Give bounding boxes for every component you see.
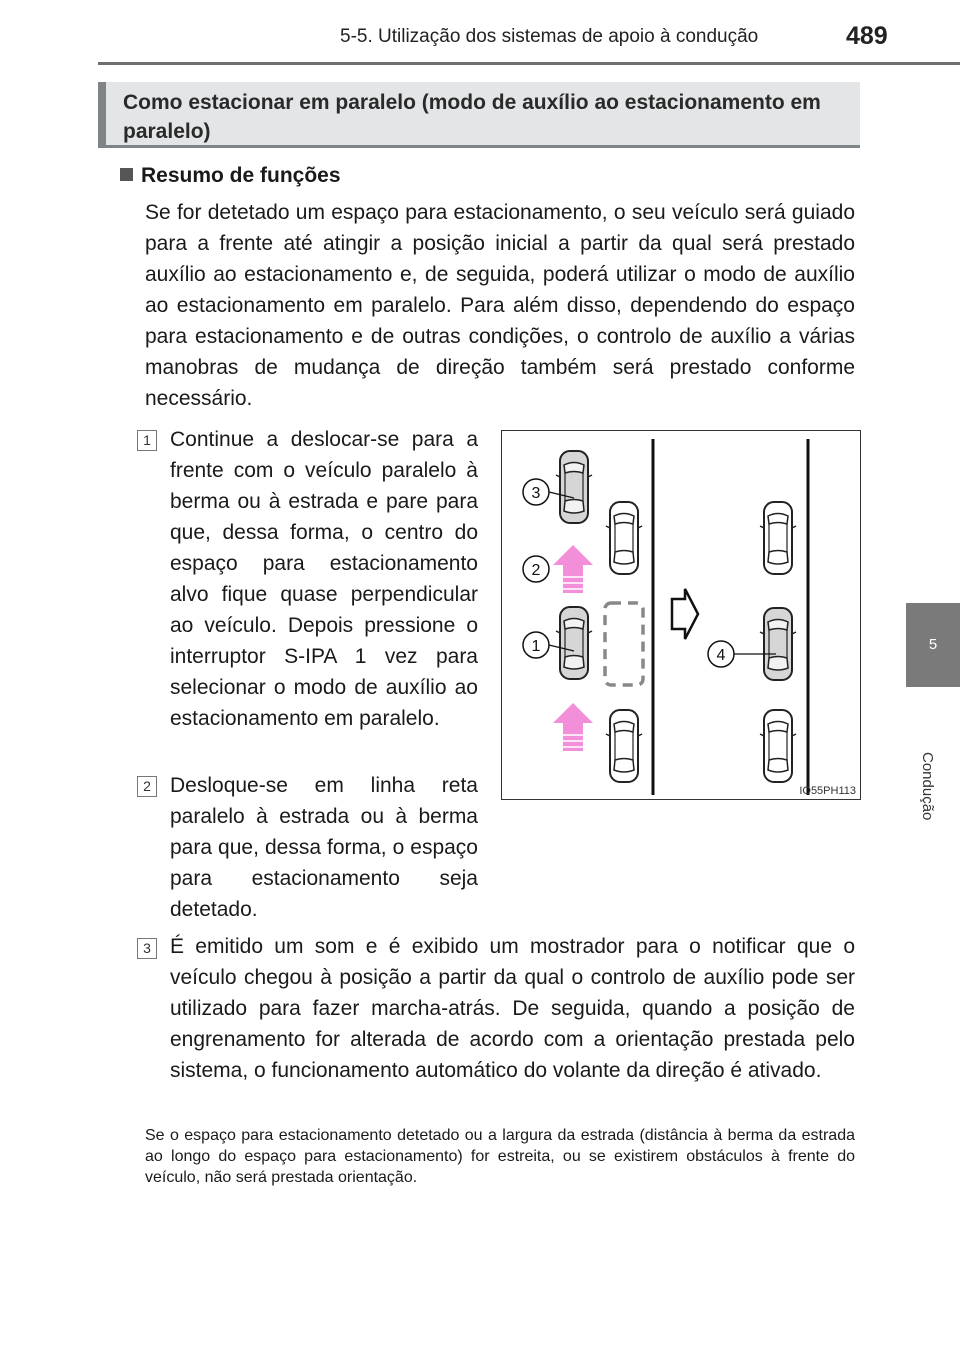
parking-diagram [501,430,861,800]
step-2-text: Desloque-se em linha reta paralelo à estrada ou à berma para que, dessa forma, o espaço para estacionamento seja detetado. [170,774,478,921]
page-number: 489 [846,22,888,50]
parked-car-icon [606,502,642,574]
square-bullet-icon [120,168,133,181]
parked-car-icon [760,502,796,574]
callout-3: 3 [531,485,541,502]
chapter-label: Condução [919,752,936,821]
section-heading-box [98,82,860,148]
subheading [120,164,341,188]
parked-car-icon [606,710,642,782]
step-number-3: 3 [137,938,157,959]
step-number-2: 2 [137,776,157,797]
vehicle-parked-car-icon [760,608,796,680]
callout-1: 1 [531,638,541,655]
vehicle-position-3-car-icon [556,451,592,523]
target-parking-space-icon [605,603,643,685]
step-number-1: 1 [137,430,157,451]
arrow-right-icon [672,589,698,639]
header-rule [98,62,960,65]
callout-4: 4 [716,647,726,664]
section-title: Como estacionar em paralelo (modo de auxílio ao estacionamento em paralelo) [123,91,821,143]
step-1-text: Continue a deslocar-se para a frente com o veículo paralelo à berma ou à estrada e pare para que, dessa forma, o centro do espaço para estacionamento alvo fique quase perpendicular ao veículo. Depois pressione o interruptor S-IPA 1 vez para selecionar o modo de auxílio ao estacionamento em paralelo. [170,428,478,730]
vehicle-position-1-car-icon [556,607,592,679]
arrow-up-icon [553,703,593,751]
figure-code: IO55PH113 [799,785,856,797]
running-header: 5-5. Utilização dos sistemas de apoio à condução [340,26,759,47]
subheading-text: Resumo de funções [141,164,341,187]
arrow-up-icon [553,545,593,593]
intro-paragraph: Se for detetado um espaço para estacionamento, o seu veículo será guiado para a frente até atingir a posição inicial a partir da qual será prestado auxílio ao estacionamento e, de seguida, poderá utilizar o modo de auxílio ao estacionamento em paralelo. Para além disso, dependendo do espaço para estacionamento e de outras condições, o controlo de auxílio a várias manobras de mudança de direção também será prestado conforme necessário. [145,201,855,410]
callout-2: 2 [531,562,541,579]
note-paragraph: Se o espaço para estacionamento detetado ou a largura da estrada (distância à berma da estrada ao longo do espaço para estacionamento) for estreita, ou se existirem obstáculos à frente do veículo, não será prestada orientação. [145,1127,855,1186]
step-3-text: É emitido um som e é exibido um mostrador para o notificar que o veículo chegou à posição a partir da qual o controlo de auxílio pode ser utilizado para fazer marcha-atrás. De seguida, quando a posição de engrenamento for alterada de acordo com a orientação prestada pelo sistema, o funcionamento automático do volante da direção é ativado. [170,935,855,1082]
chapter-tab[interactable]: 5 [906,603,960,687]
parked-car-icon [760,710,796,782]
